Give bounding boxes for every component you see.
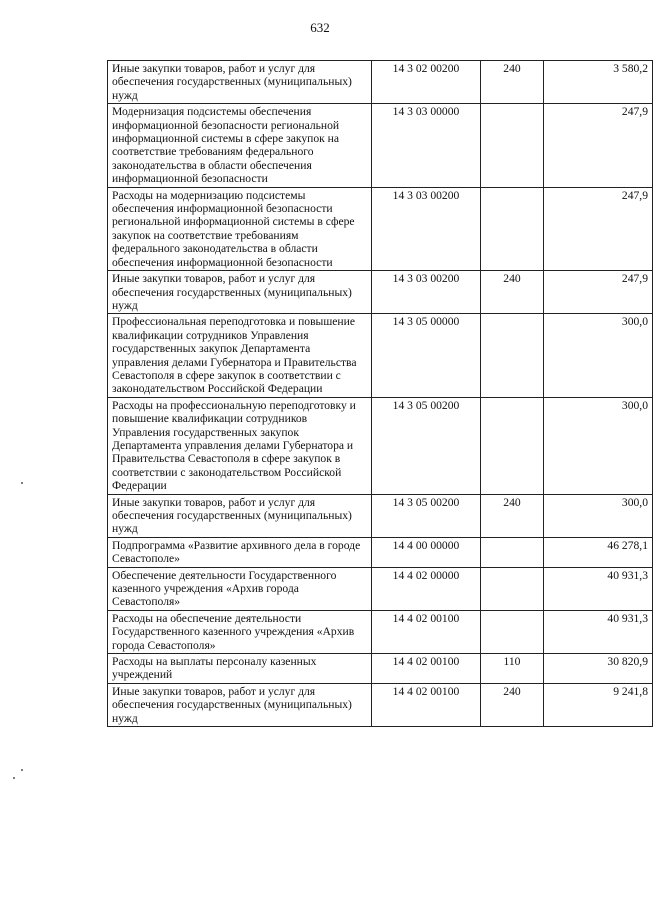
- row-expense-kind: [481, 610, 544, 653]
- row-amount: 40 931,3: [544, 610, 653, 653]
- page-number: 632: [310, 20, 330, 35]
- row-description: Подпрограмма «Развитие архивного дела в городе Севастополе»: [108, 537, 372, 567]
- row-description: Обеспечение деятельности Государственного казенного учреждения «Архив города Севастополя»: [108, 567, 372, 610]
- row-description: Модернизация подсистемы обеспечения информационной безопасности региональной информационной системы в сфере закупок на соответствие требованиям федерального законодательства в области обеспечения информационной безопасности: [108, 104, 372, 187]
- table-row: [108, 654, 653, 684]
- row-amount: 40 931,3: [544, 567, 653, 610]
- table-row: [108, 187, 653, 270]
- row-target-code: 14 3 03 00200: [372, 187, 481, 270]
- row-description: Расходы на модернизацию подсистемы обеспечения информационной безопасности региональной информационной системы в сфере закупок на соответствие требованиям федерального законодательства в области обеспечения информационной безопасности: [108, 187, 372, 270]
- row-target-code: 14 3 03 00000: [372, 104, 481, 187]
- row-expense-kind: [481, 187, 544, 270]
- table-row: [108, 683, 653, 726]
- row-amount: 247,9: [544, 271, 653, 314]
- row-description: Расходы на обеспечение деятельности Государственного казенного учреждения «Архив города Севастополя»: [108, 610, 372, 653]
- table-row: [108, 61, 653, 104]
- row-amount: 30 820,9: [544, 654, 653, 684]
- row-expense-kind: 240: [481, 683, 544, 726]
- budget-table-body: [108, 61, 653, 727]
- row-amount: 300,0: [544, 314, 653, 397]
- scan-speck: [13, 777, 15, 779]
- row-description: Иные закупки товаров, работ и услуг для обеспечения государственных (муниципальных) нужд: [108, 61, 372, 104]
- table-row: [108, 494, 653, 537]
- table-row: [108, 397, 653, 494]
- row-target-code: 14 3 02 00200: [372, 61, 481, 104]
- row-target-code: 14 3 05 00200: [372, 397, 481, 494]
- row-description: Расходы на выплаты персоналу казенных учреждений: [108, 654, 372, 684]
- row-description: Иные закупки товаров, работ и услуг для обеспечения государственных (муниципальных) нужд: [108, 271, 372, 314]
- row-description: Иные закупки товаров, работ и услуг для обеспечения государственных (муниципальных) нужд: [108, 494, 372, 537]
- row-target-code: 14 3 05 00200: [372, 494, 481, 537]
- row-target-code: 14 4 02 00100: [372, 654, 481, 684]
- row-expense-kind: 240: [481, 271, 544, 314]
- row-expense-kind: 240: [481, 494, 544, 537]
- row-expense-kind: [481, 314, 544, 397]
- table-row: [108, 567, 653, 610]
- row-target-code: 14 3 03 00200: [372, 271, 481, 314]
- row-target-code: 14 4 02 00100: [372, 683, 481, 726]
- row-amount: 300,0: [544, 494, 653, 537]
- row-amount: 247,9: [544, 104, 653, 187]
- row-target-code: 14 4 02 00100: [372, 610, 481, 653]
- row-amount: 3 580,2: [544, 61, 653, 104]
- budget-table: [107, 60, 653, 727]
- table-row: [108, 104, 653, 187]
- row-expense-kind: [481, 537, 544, 567]
- row-target-code: 14 4 00 00000: [372, 537, 481, 567]
- table-row: [108, 610, 653, 653]
- row-expense-kind: [481, 104, 544, 187]
- row-expense-kind: [481, 567, 544, 610]
- row-amount: 300,0: [544, 397, 653, 494]
- table-row: [108, 271, 653, 314]
- row-expense-kind: 110: [481, 654, 544, 684]
- row-expense-kind: [481, 397, 544, 494]
- row-expense-kind: 240: [481, 61, 544, 104]
- row-description: Иные закупки товаров, работ и услуг для обеспечения государственных (муниципальных) нужд: [108, 683, 372, 726]
- row-target-code: 14 3 05 00000: [372, 314, 481, 397]
- table-row: [108, 314, 653, 397]
- table-row: [108, 537, 653, 567]
- row-target-code: 14 4 02 00000: [372, 567, 481, 610]
- row-amount: 46 278,1: [544, 537, 653, 567]
- row-description: Расходы на профессиональную переподготовку и повышение квалификации сотрудников Управления государственных закупок Департамента управления делами Губернатора и Правительства Севастополя в сфере закупок в соответствии с законодательством Российской Федерации: [108, 397, 372, 494]
- scan-speck: [21, 482, 23, 484]
- row-amount: 247,9: [544, 187, 653, 270]
- scan-speck: [21, 769, 23, 771]
- row-description: Профессиональная переподготовка и повышение квалификации сотрудников Управления государственных закупок Департамента управления делами Губернатора и Правительства Севастополя в сфере закупок в соответствии с законодательством Российской Федерации: [108, 314, 372, 397]
- row-amount: 9 241,8: [544, 683, 653, 726]
